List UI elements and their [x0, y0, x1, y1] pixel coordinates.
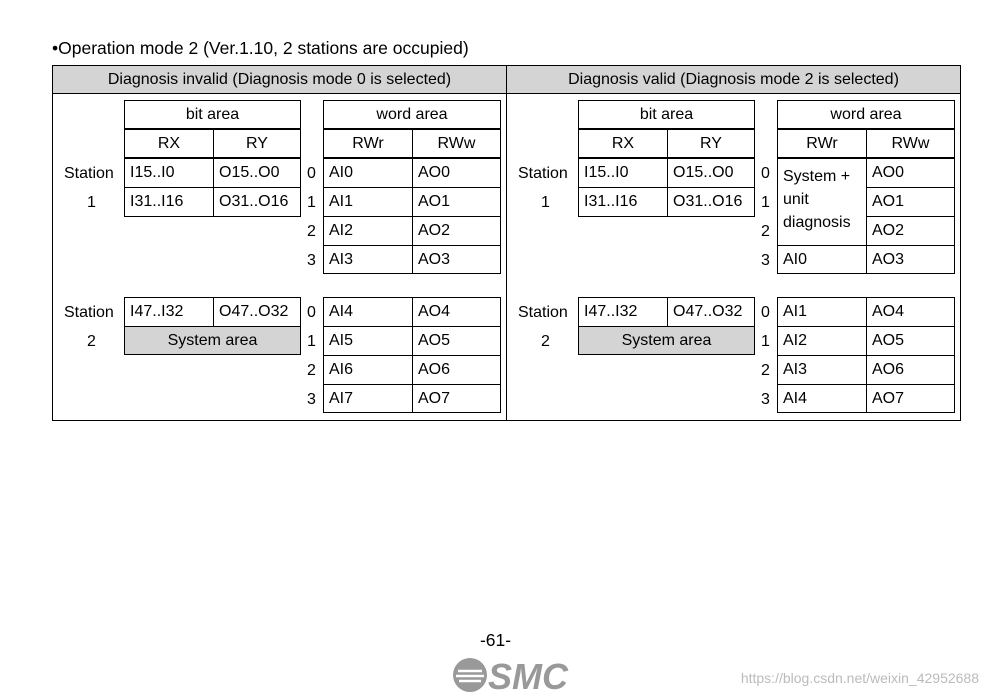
station-1-number: 1 — [87, 194, 96, 211]
station-2-label: Station — [64, 304, 114, 321]
col-rx: RX — [578, 129, 668, 158]
word-cell-rwr: AI2 — [777, 326, 867, 356]
word-cell-rww: AO2 — [412, 216, 501, 246]
col-rww: RWw — [866, 129, 955, 158]
word-cell-rww: AO0 — [866, 158, 955, 188]
word-cell-rwr: AI3 — [777, 355, 867, 385]
bit-cell-ry: O47..O32 — [213, 297, 301, 327]
word-cell-rww: AO2 — [866, 216, 955, 246]
word-index: 3 — [307, 252, 316, 269]
word-cell-rwr: AI0 — [323, 158, 413, 188]
bit-cell-rx: I31..I16 — [578, 187, 668, 217]
system-area-cell: System area — [578, 326, 755, 355]
word-cell-rww: AO6 — [866, 355, 955, 385]
diagnosis-line: unit — [783, 191, 809, 208]
col-ry: RY — [667, 129, 755, 158]
bit-cell-rx: I31..I16 — [124, 187, 214, 217]
word-cell-rwr: AI1 — [323, 187, 413, 217]
word-index: 2 — [761, 223, 770, 240]
word-cell-rwr: AI4 — [323, 297, 413, 327]
bit-cell-ry: O47..O32 — [667, 297, 755, 327]
word-index: 1 — [307, 194, 316, 211]
station-1-label: Station — [64, 165, 114, 182]
station-2-label: Station — [518, 304, 568, 321]
bit-area-header: bit area — [124, 100, 301, 129]
word-cell-rwr: AI7 — [323, 384, 413, 413]
word-cell-rww: AO7 — [412, 384, 501, 413]
watermark: https://blog.csdn.net/weixin_42952688 — [740, 670, 979, 686]
bit-cell-rx: I47..I32 — [578, 297, 668, 327]
word-cell-rwr: AI6 — [323, 355, 413, 385]
word-index: 2 — [307, 223, 316, 240]
word-cell-rww: AO3 — [412, 245, 501, 274]
station-2-number: 2 — [541, 333, 550, 350]
word-area-header: word area — [323, 100, 501, 129]
diagnosis-line: System + — [783, 168, 851, 185]
word-index: 0 — [307, 304, 316, 321]
col-rwr: RWr — [777, 129, 867, 158]
bit-area-header: bit area — [578, 100, 755, 129]
bit-cell-ry: O15..O0 — [213, 158, 301, 188]
diagnosis-line: diagnosis — [783, 214, 851, 231]
word-cell-rww: AO7 — [866, 384, 955, 413]
word-cell-rww: AO4 — [866, 297, 955, 327]
word-cell-rww: AO4 — [412, 297, 501, 327]
station-1-number: 1 — [541, 194, 550, 211]
word-cell-rwr: AI4 — [777, 384, 867, 413]
system-area-cell: System area — [124, 326, 301, 355]
section-heading: •Operation mode 2 (Ver.1.10, 2 stations are occupied) — [52, 38, 469, 58]
word-cell-rww: AO3 — [866, 245, 955, 274]
word-area-header: word area — [777, 100, 955, 129]
word-index: 0 — [307, 165, 316, 182]
bit-cell-ry: O15..O0 — [667, 158, 755, 188]
smc-logo-icon — [450, 655, 580, 695]
word-cell-rww: AO5 — [412, 326, 501, 356]
word-index: 1 — [761, 333, 770, 350]
col-rwr: RWr — [323, 129, 413, 158]
word-index: 2 — [761, 362, 770, 379]
word-index: 0 — [761, 165, 770, 182]
bit-cell-ry: O31..O16 — [213, 187, 301, 217]
word-cell-rwr: AI0 — [777, 245, 867, 274]
word-index: 3 — [761, 391, 770, 408]
word-cell-rww: AO5 — [866, 326, 955, 356]
left-panel-header: Diagnosis invalid (Diagnosis mode 0 is selected) — [53, 66, 507, 94]
bit-cell-rx: I15..I0 — [578, 158, 668, 188]
word-index: 3 — [307, 391, 316, 408]
logo-text: SMC — [488, 656, 568, 695]
right-panel-header: Diagnosis valid (Diagnosis mode 2 is selected) — [507, 66, 960, 94]
word-index: 2 — [307, 362, 316, 379]
word-cell-rwr: AI3 — [323, 245, 413, 274]
word-cell-rww: AO0 — [412, 158, 501, 188]
word-cell-rwr: AI1 — [777, 297, 867, 327]
bit-cell-rx: I15..I0 — [124, 158, 214, 188]
word-cell-rwr: AI2 — [323, 216, 413, 246]
bit-cell-rx: I47..I32 — [124, 297, 214, 327]
word-cell-rww: AO1 — [412, 187, 501, 217]
diagnosis-word-cell — [777, 158, 867, 246]
col-ry: RY — [213, 129, 301, 158]
station-2-number: 2 — [87, 333, 96, 350]
panel-divider — [506, 93, 507, 420]
word-index: 1 — [761, 194, 770, 211]
word-cell-rwr: AI5 — [323, 326, 413, 356]
word-index: 1 — [307, 333, 316, 350]
smc-logo — [450, 655, 580, 700]
page-number: -61- — [479, 630, 512, 650]
col-rww: RWw — [412, 129, 501, 158]
word-index: 0 — [761, 304, 770, 321]
bit-cell-ry: O31..O16 — [667, 187, 755, 217]
word-cell-rww: AO6 — [412, 355, 501, 385]
word-index: 3 — [761, 252, 770, 269]
station-1-label: Station — [518, 165, 568, 182]
col-rx: RX — [124, 129, 214, 158]
word-cell-rww: AO1 — [866, 187, 955, 217]
